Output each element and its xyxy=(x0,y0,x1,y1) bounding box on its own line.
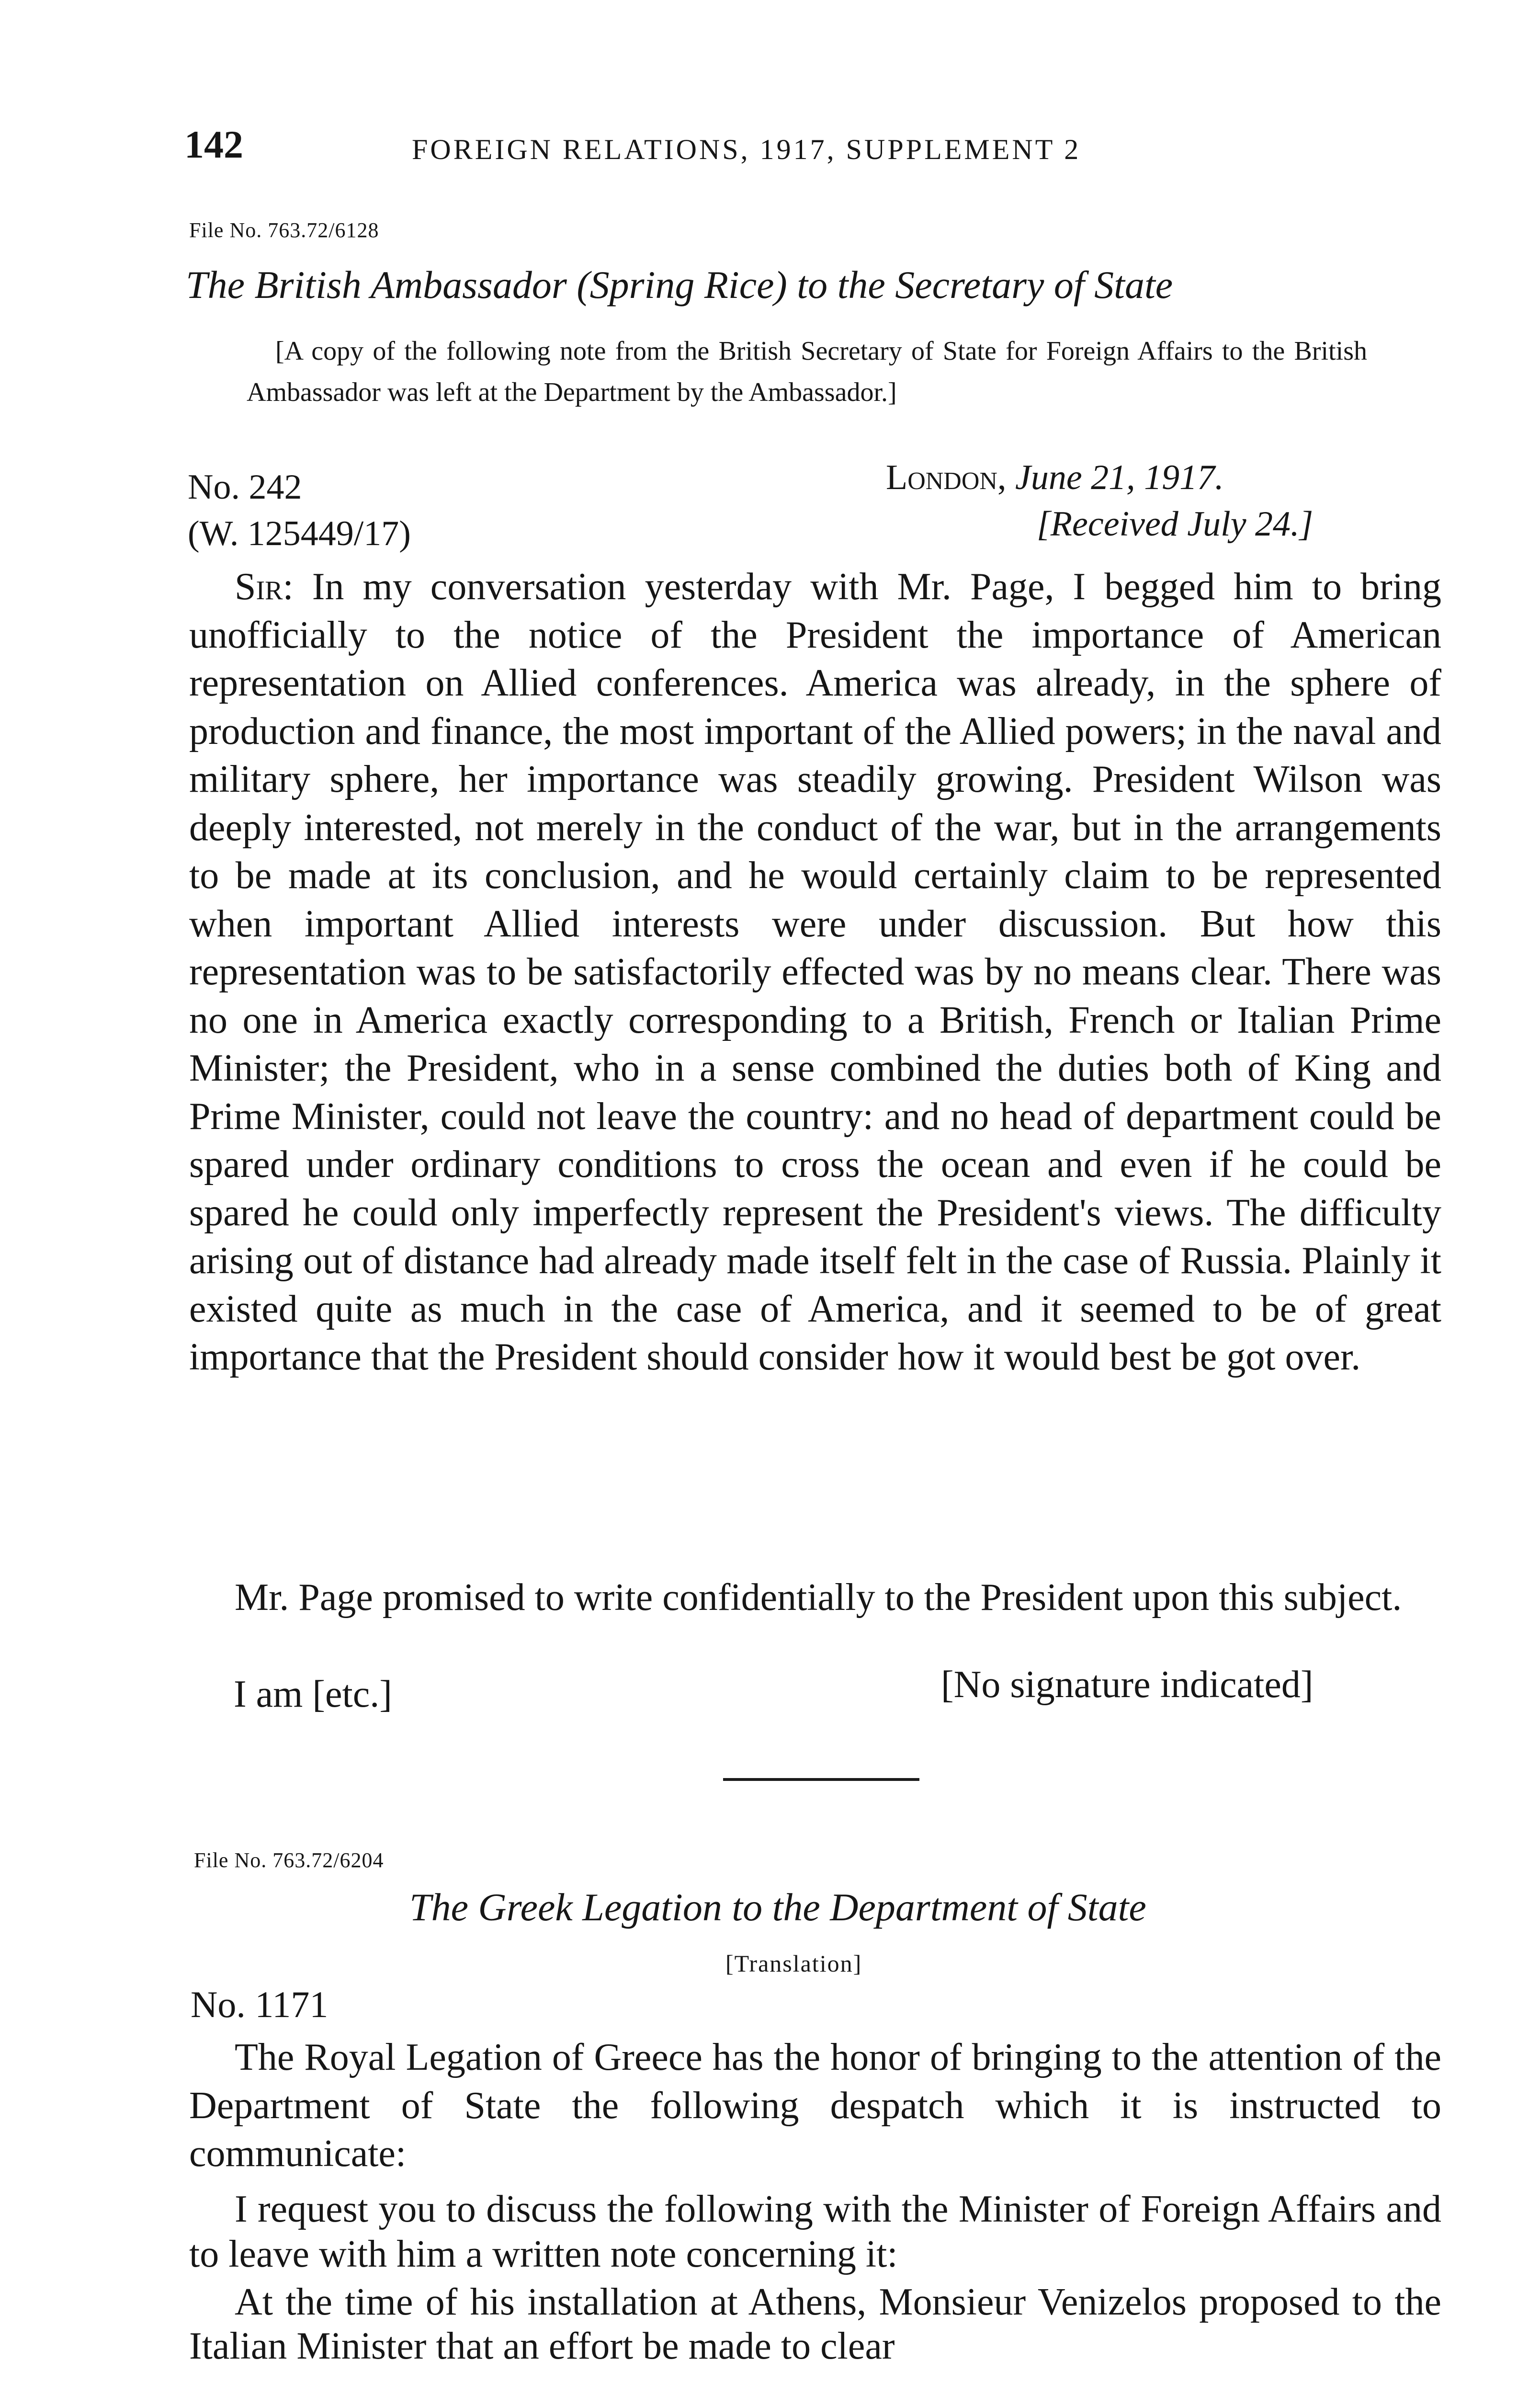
dateline-place: London, xyxy=(886,458,1007,497)
document-title: The British Ambassador (Spring Rice) to the Secretary of State xyxy=(186,263,1173,307)
salutation: Sir: xyxy=(235,566,294,608)
letter-paragraph: I request you to discuss the following with the Minister of Foreign Affairs and to leave with him a written note concerning it: xyxy=(189,2188,1441,2275)
file-number: File No. 763.72/6204 xyxy=(194,1848,384,1872)
signature: [No signature indicated] xyxy=(941,1664,1314,1706)
dateline xyxy=(886,457,1224,498)
letter-paragraph: The Royal Legation of Greece has the honor of bringing to the attention of the Department of State the following despatch which it is instructed to communicate: xyxy=(189,2036,1441,2175)
document-title: The Greek Legation to the Department of State xyxy=(409,1885,1146,1929)
section-divider xyxy=(723,1778,919,1781)
received-date: [Received July 24.] xyxy=(1037,504,1314,544)
file-number: File No. 763.72/6128 xyxy=(189,218,379,242)
editorial-note: [A copy of the following note from the British Secretary of State for Foreign Affairs to the British Ambassador was left at the Department by the Ambassador.] xyxy=(247,336,1367,407)
page-number: 142 xyxy=(184,123,243,166)
letter-paragraph: Mr. Page promised to write confidentially to the President upon this subject. xyxy=(235,1576,1402,1619)
dateline-date: June 21, 1917. xyxy=(1015,458,1224,497)
document-number: No. 242 xyxy=(188,468,302,507)
document-number: No. 1171 xyxy=(191,1984,328,2025)
letter-paragraph xyxy=(189,563,1441,1381)
translation-note: [Translation] xyxy=(725,1950,862,1977)
paragraph-text: In my conversation yesterday with Mr. Page, I begged him to bring unofficially to the notice of the President the importance of American representation on Allied conferences. America was already, in the sphere of production and finance, the most important of the Allied powers; in the naval and military sphere, her importance was steadily growing. President Wilson was deeply interested, not merely in the conduct of the war, but in the arrangements to be made at its conclusion, and he would certainly claim to be represented when important Allied interests were under discussion. But how this representation was to be satisfactorily effected was by no means clear. There was no one in America exactly corresponding to a British, French or Italian Prime Minister; the President, who in a sense combined the duties both of King and Prime Minister, could not leave the country: and no head of department could be spared under ordinary conditions to cross the ocean and even if he could be spared he could only imperfectly represent the President's views. The difficulty arising out of distance had already made itself felt in the case of Russia. Plainly it existed quite as much in the case of America, and it seemed to be of great importance that the President should consider how it would best be got over. xyxy=(189,566,1442,1378)
letter-paragraph: At the time of his installation at Athens, Monsieur Venizelos proposed to the Italian Minister that an effort be made to clear xyxy=(189,2281,1441,2367)
closing: I am [etc.] xyxy=(234,1673,392,1715)
running-title: FOREIGN RELATIONS, 1917, SUPPLEMENT 2 xyxy=(412,134,1081,165)
reference-number: (W. 125449/17) xyxy=(188,514,411,553)
